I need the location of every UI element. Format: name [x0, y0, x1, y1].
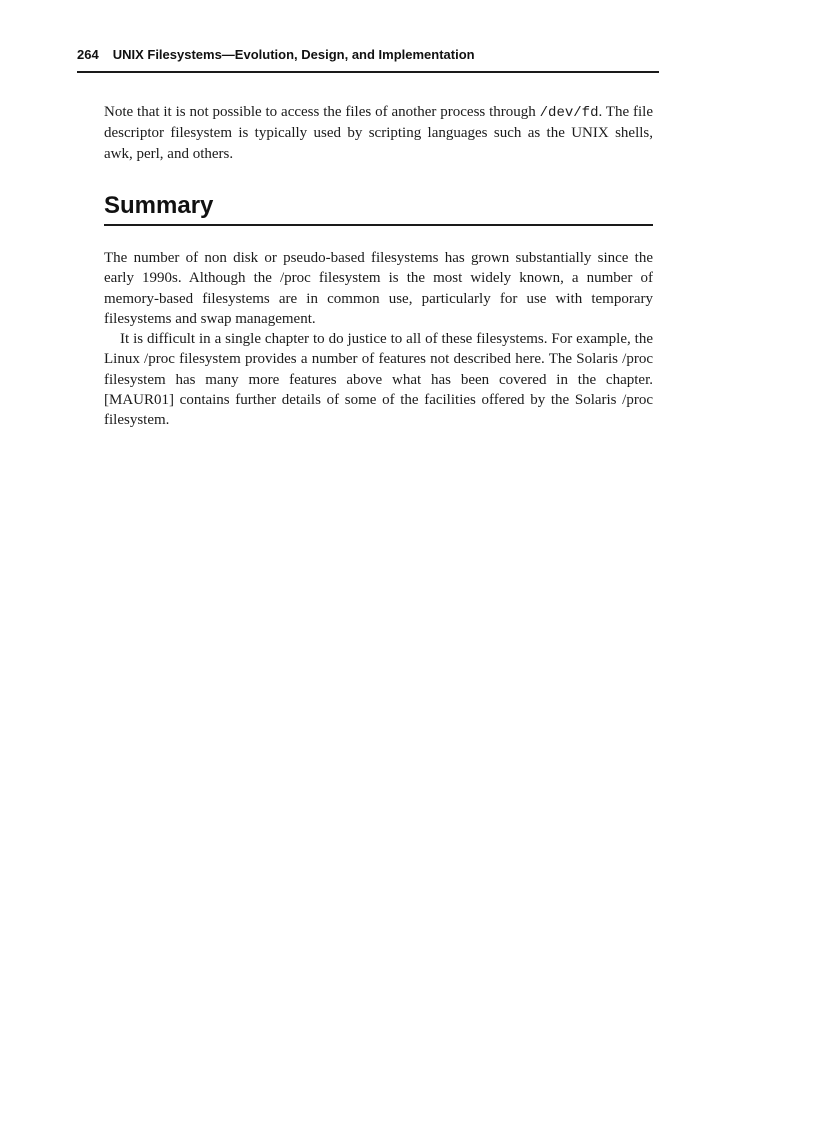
book-title: UNIX Filesystems—Evolution, Design, and Implementation	[112, 47, 475, 62]
page-number: 264	[77, 47, 99, 62]
summary-paragraph-2: It is difficult in a single chapter to do justice to all of these filesystems. For example, the Linux /proc filesystem provides a number of features not described here. The Solaris /proc filesystem has many more features above what has been covered in the chapter. [MAUR01] contains further details of some of the facilities offered by the Solaris /proc filesystem.	[104, 331, 653, 429]
running-header	[77, 47, 659, 73]
intro-text-after: . The file descriptor filesystem is typically used by scripting languages such as the UNIX shells, awk, perl, and others.	[104, 104, 653, 162]
intro-text-before: Note that it is not possible to access the files of another process through	[104, 104, 540, 120]
summary-paragraph-1: The number of non disk or pseudo-based filesystems has grown substantially since the early 1990s. Although the /proc filesystem is the most widely known, a number of memory-based filesystems are in common use, particularly for use with temporary filesystems and swap management.	[104, 250, 653, 327]
intro-paragraph	[104, 102, 653, 164]
code-path: /dev/fd	[539, 105, 599, 121]
section-heading: Summary	[104, 189, 653, 226]
